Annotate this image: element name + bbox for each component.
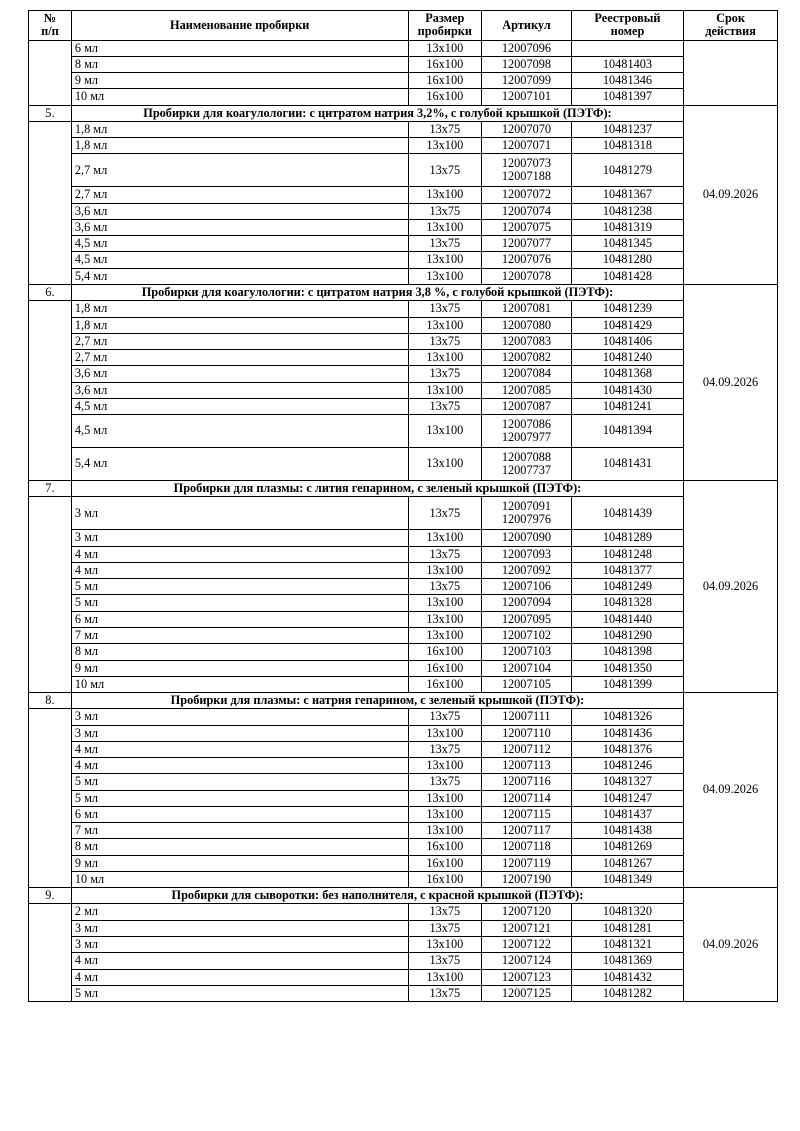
cell-registry-number: 10481327 [571,774,683,790]
cell-tube-name: 3,6 мл [71,366,408,382]
cell-registry-number: 10481428 [571,268,683,284]
table-row [29,676,778,692]
table-row [29,252,778,268]
cell-tube-size: 13x100 [408,725,481,741]
cell-tube-name: 5 мл [71,790,408,806]
cell-article: 12007124 [482,953,572,969]
cell-tube-size: 13x100 [408,790,481,806]
table-row [29,546,778,562]
cell-tube-size: 13x100 [408,138,481,154]
cell-tube-name: 6 мл [71,806,408,822]
cell-article: 12007102 [482,627,572,643]
cell-tube-name: 9 мл [71,73,408,89]
cell-article: 12007099 [482,73,572,89]
cell-article: 12007093 [482,546,572,562]
cell-tube-size: 13x100 [408,252,481,268]
cell-tube-size: 16x100 [408,89,481,105]
table-row [29,562,778,578]
cell-registry-number: 10481321 [571,937,683,953]
header-line-1: Реестровый [594,11,661,25]
cell-registry-number: 10481318 [571,138,683,154]
cell-registry-number: 10481269 [571,839,683,855]
cell-tube-name: 1,8 мл [71,317,408,333]
cell-article: 12007110 [482,725,572,741]
cell-registry-number: 10481377 [571,562,683,578]
cell-tube-name: 1,8 мл [71,301,408,317]
cell-tube-name: 4,5 мл [71,252,408,268]
cell-section-number: 5. [29,105,72,121]
table-row [29,937,778,953]
cell-section-number [29,40,72,105]
cell-registry-number: 10481429 [571,317,683,333]
cell-tube-name: 5,4 мл [71,448,408,481]
column-header-registry [571,11,683,41]
cell-section-title: Пробирки для плазмы: с натрия гепарином, с зеленый крышкой (ПЭТФ): [71,693,683,709]
header-line-1: Размер [425,11,465,25]
cell-article: 12007086 12007977 [482,415,572,448]
cell-registry-number: 10481394 [571,415,683,448]
table-row [29,644,778,660]
cell-validity-date: 04.09.2026 [684,888,778,1002]
cell-validity-date [684,40,778,105]
cell-tube-size: 13x75 [408,985,481,1001]
table-row [29,855,778,871]
header-line-1: № [43,11,57,25]
cell-article: 12007120 [482,904,572,920]
cell-section-number-spacer [29,904,72,1002]
cell-registry-number: 10481437 [571,806,683,822]
cell-tube-size: 13x100 [408,350,481,366]
table-row [29,398,778,414]
cell-registry-number: 10481248 [571,546,683,562]
table-row [29,725,778,741]
table-row [29,839,778,855]
cell-tube-size: 16x100 [408,73,481,89]
cell-tube-size: 13x100 [408,937,481,953]
cell-tube-size: 13x75 [408,546,481,562]
cell-tube-name: 3,6 мл [71,203,408,219]
cell-article: 12007085 [482,382,572,398]
cell-article: 12007118 [482,839,572,855]
cell-tube-name: 3 мл [71,920,408,936]
cell-tube-size: 13x75 [408,953,481,969]
cell-article: 12007096 [482,40,572,56]
cell-tube-size: 13x75 [408,398,481,414]
cell-tube-size: 13x100 [408,969,481,985]
table-row [29,530,778,546]
cell-tube-name: 4,5 мл [71,236,408,252]
cell-article: 12007082 [482,350,572,366]
table-row [29,121,778,137]
cell-registry-number: 10481237 [571,121,683,137]
cell-tube-name: 2,7 мл [71,187,408,203]
table-row [29,627,778,643]
cell-article: 12007121 [482,920,572,936]
cell-section-title: Пробирки для плазмы: с лития гепарином, с зеленый крышкой (ПЭТФ): [71,481,683,497]
cell-tube-name: 4 мл [71,953,408,969]
cell-tube-name: 2,7 мл [71,333,408,349]
table-row [29,415,778,448]
cell-tube-size: 13x100 [408,448,481,481]
header-line-2: действия [705,24,756,39]
cell-tube-name: 3 мл [71,530,408,546]
cell-registry-number: 10481326 [571,709,683,725]
cell-article: 12007095 [482,611,572,627]
cell-tube-size: 13x75 [408,709,481,725]
cell-tube-name: 2,7 мл [71,154,408,187]
cell-tube-name: 5 мл [71,985,408,1001]
cell-tube-name: 8 мл [71,56,408,72]
table-row [29,969,778,985]
header-line-2: пробирки [417,24,472,39]
cell-tube-name: 4 мл [71,546,408,562]
table-row [29,73,778,89]
column-header-number [29,11,72,41]
table-row [29,138,778,154]
cell-tube-size: 16x100 [408,871,481,887]
cell-registry-number: 10481238 [571,203,683,219]
cell-tube-size: 16x100 [408,855,481,871]
cell-article: 12007074 [482,203,572,219]
cell-article: 12007117 [482,823,572,839]
cell-tube-size: 13x100 [408,806,481,822]
cell-registry-number: 10481328 [571,595,683,611]
table-row [29,187,778,203]
table-row [29,741,778,757]
cell-article: 12007091 12007976 [482,497,572,530]
cell-registry-number: 10481398 [571,644,683,660]
cell-registry-number: 10481282 [571,985,683,1001]
cell-registry-number: 10481280 [571,252,683,268]
cell-registry-number: 10481367 [571,187,683,203]
table-row [29,985,778,1001]
cell-tube-size: 13x75 [408,203,481,219]
cell-tube-name: 3 мл [71,725,408,741]
cell-tube-name: 8 мл [71,644,408,660]
section-header-row [29,284,778,300]
cell-article: 12007125 [482,985,572,1001]
table-row [29,40,778,56]
cell-article: 12007105 [482,676,572,692]
cell-registry-number: 10481436 [571,725,683,741]
cell-article: 12007115 [482,806,572,822]
cell-tube-name: 3 мл [71,497,408,530]
table-row [29,758,778,774]
cell-tube-size: 16x100 [408,644,481,660]
cell-tube-name: 4 мл [71,741,408,757]
cell-tube-name: 3,6 мл [71,219,408,235]
cell-tube-name: 5 мл [71,774,408,790]
column-header-size [408,11,481,41]
cell-article: 12007103 [482,644,572,660]
cell-section-number-spacer [29,709,72,888]
cell-registry-number: 10481279 [571,154,683,187]
cell-tube-size: 16x100 [408,660,481,676]
cell-registry-number: 10481249 [571,579,683,595]
table-row [29,333,778,349]
cell-tube-name: 2 мл [71,904,408,920]
cell-registry-number: 10481281 [571,920,683,936]
cell-article: 12007123 [482,969,572,985]
cell-tube-size: 13x75 [408,154,481,187]
cell-tube-size: 13x75 [408,741,481,757]
cell-section-number: 9. [29,888,72,904]
table-row [29,920,778,936]
cell-section-number-spacer [29,301,72,481]
cell-registry-number: 10481349 [571,871,683,887]
table-row [29,611,778,627]
cell-tube-name: 3 мл [71,937,408,953]
cell-article: 12007088 12007737 [482,448,572,481]
table-header-row [29,11,778,41]
cell-tube-name: 4,5 мл [71,398,408,414]
table-row [29,268,778,284]
cell-tube-size: 13x100 [408,40,481,56]
cell-article: 12007092 [482,562,572,578]
cell-tube-size: 13x100 [408,823,481,839]
cell-tube-name: 10 мл [71,676,408,692]
table-row [29,871,778,887]
cell-article: 12007076 [482,252,572,268]
section-header-row [29,888,778,904]
table-row [29,774,778,790]
cell-article: 12007072 [482,187,572,203]
cell-article: 12007114 [482,790,572,806]
cell-article: 12007190 [482,871,572,887]
table-row [29,317,778,333]
table-header [29,11,778,41]
table-row [29,236,778,252]
cell-registry-number [571,40,683,56]
cell-tube-name: 9 мл [71,660,408,676]
cell-tube-size: 13x75 [408,579,481,595]
cell-article: 12007098 [482,56,572,72]
table-row [29,219,778,235]
cell-article: 12007090 [482,530,572,546]
cell-article: 12007070 [482,121,572,137]
cell-tube-name: 7 мл [71,627,408,643]
section-header-row [29,481,778,497]
cell-article: 12007081 [482,301,572,317]
table-row [29,154,778,187]
header-line-2: номер [610,24,645,39]
cell-section-number-spacer [29,121,72,284]
cell-tube-name: 9 мл [71,855,408,871]
cell-article: 12007116 [482,774,572,790]
header-line-1: Срок [716,11,746,25]
cell-tube-size: 13x100 [408,187,481,203]
cell-article: 12007071 [482,138,572,154]
cell-registry-number: 10481267 [571,855,683,871]
table-row [29,56,778,72]
cell-tube-size: 13x100 [408,382,481,398]
cell-registry-number: 10481403 [571,56,683,72]
cell-registry-number: 10481397 [571,89,683,105]
cell-tube-name: 4,5 мл [71,415,408,448]
cell-article: 12007122 [482,937,572,953]
cell-section-number: 7. [29,481,72,497]
cell-tube-size: 13x100 [408,317,481,333]
table-row [29,660,778,676]
section-header-row [29,693,778,709]
cell-tube-name: 5 мл [71,595,408,611]
cell-registry-number: 10481319 [571,219,683,235]
cell-tube-size: 13x100 [408,530,481,546]
header-line-2: п/п [41,24,59,39]
cell-tube-size: 16x100 [408,56,481,72]
column-header-validity [684,11,778,41]
section-header-row [29,105,778,121]
cell-article: 12007073 12007188 [482,154,572,187]
cell-article: 12007104 [482,660,572,676]
cell-tube-size: 13x75 [408,301,481,317]
cell-section-title: Пробирки для коагулологии: с цитратом натрия 3,2%, с голубой крышкой (ПЭТФ): [71,105,683,121]
table-row [29,904,778,920]
cell-registry-number: 10481290 [571,627,683,643]
table-row [29,382,778,398]
column-header-name: Наименование пробирки [71,11,408,41]
cell-registry-number: 10481406 [571,333,683,349]
table-row [29,89,778,105]
cell-registry-number: 10481346 [571,73,683,89]
cell-tube-size: 13x75 [408,774,481,790]
cell-tube-size: 16x100 [408,676,481,692]
table-row [29,709,778,725]
cell-article: 12007080 [482,317,572,333]
cell-registry-number: 10481246 [571,758,683,774]
cell-registry-number: 10481439 [571,497,683,530]
cell-tube-name: 1,8 мл [71,121,408,137]
table-row [29,203,778,219]
cell-tube-size: 13x100 [408,415,481,448]
cell-tube-name: 3 мл [71,709,408,725]
cell-tube-size: 13x100 [408,611,481,627]
column-header-article: Артикул [482,11,572,41]
cell-section-number: 6. [29,284,72,300]
cell-registry-number: 10481289 [571,530,683,546]
cell-validity-date: 04.09.2026 [684,105,778,284]
cell-registry-number: 10481376 [571,741,683,757]
cell-tube-name: 10 мл [71,871,408,887]
cell-tube-name: 7 мл [71,823,408,839]
cell-registry-number: 10481239 [571,301,683,317]
cell-article: 12007087 [482,398,572,414]
cell-tube-size: 13x100 [408,268,481,284]
cell-validity-date: 04.09.2026 [684,481,778,693]
cell-registry-number: 10481368 [571,366,683,382]
cell-registry-number: 10481432 [571,969,683,985]
cell-tube-size: 16x100 [408,839,481,855]
cell-tube-name: 8 мл [71,839,408,855]
cell-tube-name: 10 мл [71,89,408,105]
cell-tube-size: 13x75 [408,121,481,137]
cell-tube-size: 13x75 [408,366,481,382]
table-row [29,823,778,839]
table-row [29,953,778,969]
cell-article: 12007083 [482,333,572,349]
cell-section-title: Пробирки для коагулологии: с цитратом натрия 3,8 %, с голубой крышкой (ПЭТФ): [71,284,683,300]
cell-section-title: Пробирки для сыворотки: без наполнителя, с красной крышкой (ПЭТФ): [71,888,683,904]
table-row [29,595,778,611]
cell-article: 12007113 [482,758,572,774]
tube-catalog-table [28,10,778,1002]
cell-article: 12007094 [482,595,572,611]
cell-registry-number: 10481399 [571,676,683,692]
cell-registry-number: 10481440 [571,611,683,627]
cell-article: 12007077 [482,236,572,252]
cell-tube-size: 13x100 [408,595,481,611]
cell-registry-number: 10481369 [571,953,683,969]
cell-article: 12007111 [482,709,572,725]
cell-section-number: 8. [29,693,72,709]
cell-section-number-spacer [29,497,72,693]
cell-tube-name: 2,7 мл [71,350,408,366]
cell-tube-name: 6 мл [71,40,408,56]
cell-tube-size: 13x75 [408,920,481,936]
cell-registry-number: 10481247 [571,790,683,806]
cell-registry-number: 10481241 [571,398,683,414]
cell-tube-name: 1,8 мл [71,138,408,154]
cell-registry-number: 10481431 [571,448,683,481]
table-row [29,350,778,366]
cell-tube-size: 13x100 [408,562,481,578]
cell-tube-name: 4 мл [71,758,408,774]
cell-article: 12007078 [482,268,572,284]
cell-tube-size: 13x75 [408,333,481,349]
cell-tube-name: 6 мл [71,611,408,627]
cell-article: 12007075 [482,219,572,235]
cell-validity-date: 04.09.2026 [684,693,778,888]
table-row [29,448,778,481]
cell-tube-name: 4 мл [71,562,408,578]
cell-registry-number: 10481320 [571,904,683,920]
cell-tube-name: 4 мл [71,969,408,985]
cell-registry-number: 10481350 [571,660,683,676]
table-row [29,806,778,822]
table-row [29,790,778,806]
cell-tube-size: 13x100 [408,219,481,235]
cell-article: 12007101 [482,89,572,105]
cell-tube-name: 3,6 мл [71,382,408,398]
cell-registry-number: 10481240 [571,350,683,366]
cell-article: 12007084 [482,366,572,382]
cell-tube-size: 13x100 [408,627,481,643]
table-row [29,301,778,317]
cell-tube-size: 13x75 [408,497,481,530]
table-row [29,497,778,530]
table-row [29,579,778,595]
table-row [29,366,778,382]
cell-tube-size: 13x75 [408,904,481,920]
cell-registry-number: 10481345 [571,236,683,252]
cell-tube-name: 5,4 мл [71,268,408,284]
cell-registry-number: 10481438 [571,823,683,839]
cell-article: 12007112 [482,741,572,757]
cell-article: 12007106 [482,579,572,595]
cell-validity-date: 04.09.2026 [684,284,778,480]
cell-tube-size: 13x100 [408,758,481,774]
cell-tube-size: 13x75 [408,236,481,252]
cell-article: 12007119 [482,855,572,871]
cell-registry-number: 10481430 [571,382,683,398]
cell-tube-name: 5 мл [71,579,408,595]
table-body [29,40,778,1002]
